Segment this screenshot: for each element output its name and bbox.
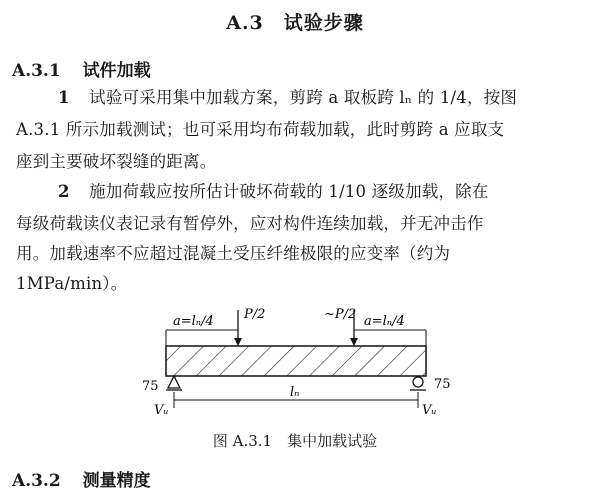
item-2-number: 2 xyxy=(58,182,70,201)
subsection-1-title: 试件加载 xyxy=(82,61,151,81)
support-left-icon xyxy=(168,376,180,388)
support-right-icon xyxy=(413,377,423,387)
item-2-first-line xyxy=(58,178,489,202)
reaction-left-label: Vᵤ xyxy=(154,403,169,418)
subsection-2-heading xyxy=(12,466,151,491)
load-left-label: P/2 xyxy=(244,307,266,322)
item-1-line-3: 座到主要破坏裂缝的距离。 xyxy=(16,152,217,171)
span-label: lₙ xyxy=(290,385,300,400)
load-right-label: ~P/2 xyxy=(324,307,357,322)
subsection-1-heading xyxy=(12,56,151,81)
span-left-label: a=lₙ/4 xyxy=(173,314,214,329)
item-2-line-3: 用。加载速率不应超过混凝土受压纤维极限的应变率（约为 xyxy=(16,244,451,263)
slab xyxy=(166,346,426,376)
item-2-line-2: 每级荷载读仪表记录有暂停外，应对构件连续加载，并无冲击作 xyxy=(16,214,484,233)
reaction-right-label: Vᵤ xyxy=(422,403,437,418)
item-1-line-1: 试验可采用集中加载方案，剪跨 a 取板跨 lₙ 的 1/4，按图 xyxy=(89,88,518,107)
item-1-number: 1 xyxy=(58,88,70,107)
subsection-1-number: A.3.1 xyxy=(12,61,61,81)
loading-diagram xyxy=(140,296,470,446)
section-title: A.3 试验步骤 xyxy=(226,12,364,34)
figure-caption: 图 A.3.1 集中加载试验 xyxy=(212,432,378,450)
support-left-label: 75 xyxy=(142,379,159,394)
support-right-label: 75 xyxy=(434,377,451,392)
item-1-line-2: A.3.1 所示加载测试；也可采用均布荷载加载，此时剪跨 a 应取支 xyxy=(16,120,505,139)
item-1-first-line xyxy=(58,84,517,108)
item-2-line-4: 1MPa/min）。 xyxy=(16,274,128,293)
subsection-2-number: A.3.2 xyxy=(12,471,61,491)
subsection-2-title: 测量精度 xyxy=(82,471,151,491)
item-2-line-1: 施加荷载应按所估计破坏荷载的 1/10 逐级加载，除在 xyxy=(89,182,489,201)
span-right-label: a=lₙ/4 xyxy=(364,314,405,329)
